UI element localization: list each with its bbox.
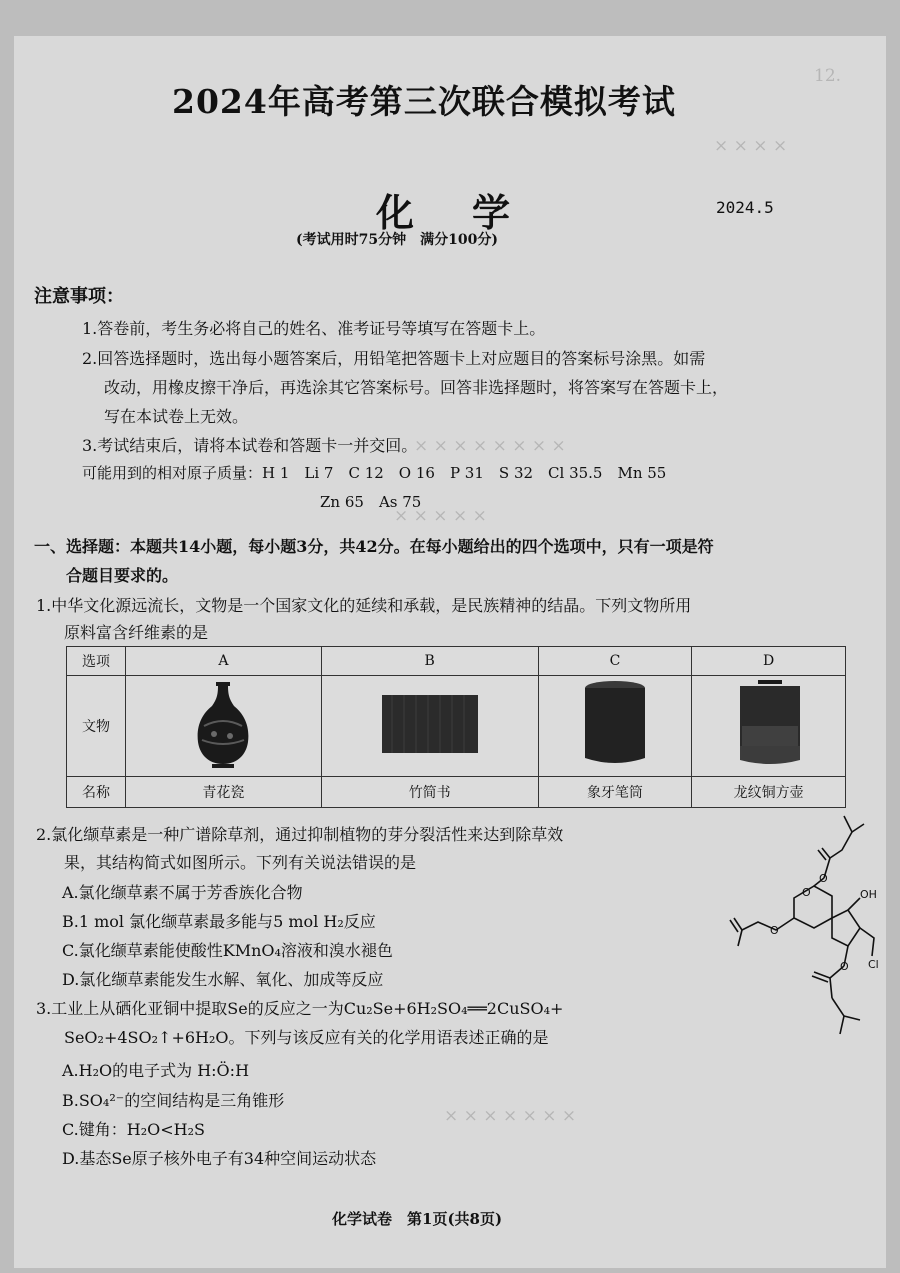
blue-white-porcelain-vase-icon <box>178 678 268 770</box>
bamboo-slips-icon <box>380 693 480 755</box>
svg-text:O: O <box>770 924 779 937</box>
table-row-label-artifact: 文物 <box>67 676 126 777</box>
page-footer: 化学试卷 第1页(共8页) <box>332 1210 503 1228</box>
artifact-name-a: 青花瓷 <box>126 777 322 808</box>
table-header-c: C <box>538 647 692 676</box>
notice-item-2-cont: 改动，用橡皮擦干净后，再选涂其它答案标号。回答非选择题时，将答案写在答题卡上， <box>104 378 729 397</box>
svg-text:O: O <box>819 872 828 885</box>
notice-item-2: 2.回答选择题时，选出每小题答案后，用铅笔把答题卡上对应题目的答案标号涂黑。如需 <box>82 349 706 368</box>
table-header-a: A <box>126 647 322 676</box>
q2-option-d: D.氯化缬草素能发生水解、氧化、加成等反应 <box>62 970 384 989</box>
notice-item-1: 1.答卷前，考生务必将自己的姓名、准考证号等填写在答题卡上。 <box>82 319 546 338</box>
exam-title: 2024年高考第三次联合模拟考试 <box>172 82 676 121</box>
cl-label: Cl <box>868 958 879 971</box>
notice-item-3: 3.考试结束后，请将本试卷和答题卡一并交回。 <box>82 436 418 455</box>
q3-stem: 3.工业上从硒化亚铜中提取Se的反应之一为Cu₂Se+6H₂SO₄══2CuSO₄+ <box>36 999 564 1018</box>
q1-options-table <box>66 646 846 808</box>
q3-option-c: C.键角：H₂O<H₂S <box>62 1120 205 1139</box>
exam-duration: (考试用时75分钟 满分100分) <box>296 232 498 248</box>
subject-title: 化学 <box>376 190 569 235</box>
svg-text:O: O <box>840 960 849 973</box>
exam-date: 2024.5 <box>716 198 774 217</box>
chlorovaltrate-structure-diagram <box>714 806 884 1056</box>
q1-stem-cont: 原料富含纤维素的是 <box>64 623 209 642</box>
table-header-option: 选项 <box>67 647 126 676</box>
atomic-masses-line2: Zn 65 As 75 <box>320 493 422 511</box>
ivory-brush-holder-icon <box>580 678 650 770</box>
q2-option-a: A.氯化缬草素不属于芳香族化合物 <box>62 883 303 902</box>
notice-item-2-end: 写在本试卷上无效。 <box>104 407 249 426</box>
svg-text:O: O <box>802 886 811 899</box>
artifact-name-b: 竹简书 <box>321 777 538 808</box>
q1-stem: 1.中华文化源远流长，文物是一个国家文化的延续和承载，是民族精神的结晶。下列文物所用 <box>36 596 692 615</box>
q3-option-d: D.基态Se原子核外电子有34种空间运动状态 <box>62 1149 377 1168</box>
q2-stem-cont: 果，其结构简式如图所示。下列有关说法错误的是 <box>64 853 417 872</box>
table-row-label-name: 名称 <box>67 777 126 808</box>
table-header-b: B <box>321 647 538 676</box>
artifact-c-ivory-brush-holder <box>538 676 692 777</box>
artifact-d-bronze-pot <box>692 676 846 777</box>
q3-option-b: B.SO₄²⁻的空间结构是三角锥形 <box>62 1091 285 1110</box>
artifact-b-bamboo-slips <box>321 676 538 777</box>
artifact-name-d: 龙纹铜方壶 <box>692 777 846 808</box>
q2-option-b: B.1 mol 氯化缬草素最多能与5 mol H₂反应 <box>62 912 376 931</box>
oh-label: OH <box>860 888 877 901</box>
bronze-square-pot-icon <box>734 678 804 770</box>
q2-option-c: C.氯化缬草素能使酸性KMnO₄溶液和溴水褪色 <box>62 941 393 960</box>
exam-page: 12. × × × × × × × × × × × × × × × × × × × × × × × × 2024年高考第三次联合模拟考试 化学 2024.5 (考试用时75分钟 满分100分) 注意事项： 1.答卷前，考生务必将自己的姓名、准考证号等填写在答题卡上。 2.回答选择题时，选出每小题答案后，用铅笔把答题卡上对应题目的答案标号涂黑。如需 改动，用橡皮擦干净后，再选涂其它答案标号。回答非选择题时，将答案写在答题卡上， 写在本试卷上无效。 3.考试结束后，请将本试卷和答题卡一并交回。 可能用到的相对原子质量：H 1 Li 7 C 12 O 16 P 31 S 32 Cl 35.5 Mn 55 Zn 65 As 75 一、选择题：本题共14小题，每小题3分，共42分。在每小题给出的四个选项中，只有一项是符 合题目要求的。 1.中华文化源远流长，文物是一个国家文化的延续和承载，是民族精神的结晶。下列文物所用 原料富含纤维素的是 选项 A B C D 文物 名称 青花瓷 竹简书 象牙笔筒 龙纹铜方壶 2.氯化缬草素是一种广谱除草剂，通过抑制植物的芽分裂活性来达到除草效 果，其结构简式如图所示。下列有关说法错误的是 A.氯化缬草素不属于芳香族化合物 B.1 mol 氯化缬草素最多能与5 mol H₂反应 C.氯化缬草素能使酸性KMnO₄溶液和溴水褪色 D.氯化缬草素能发生水解、氧化、加成等反应 O O O OH Cl O 3.工业上从硒化亚铜中提取Se的反应之一为Cu₂Se+6H₂SO₄══2CuSO₄+ SeO₂+4SO₂↑+6H₂O。下列与该反应有关的化学用语表述正确的是 A.H₂O的电子式为 H:Ö:H B.SO₄²⁻的空间结构是三角锥形 C.键角：H₂O<H₂S D.基态Se原子核外电子有34种空间运动状态 化学试卷 第1页(共8页) <box>14 36 886 1268</box>
table-header-d: D <box>692 647 846 676</box>
artifact-a-vase <box>126 676 322 777</box>
atomic-masses-line1: 可能用到的相对原子质量：H 1 Li 7 C 12 O 16 P 31 S 32 Cl 35.5 Mn 55 <box>82 464 667 482</box>
artifact-name-c: 象牙笔筒 <box>538 777 692 808</box>
q2-stem: 2.氯化缬草素是一种广谱除草剂，通过抑制植物的芽分裂活性来达到除草效 <box>36 825 564 844</box>
q3-stem-cont: SeO₂+4SO₂↑+6H₂O。下列与该反应有关的化学用语表述正确的是 <box>64 1028 549 1047</box>
q3-option-a: A.H₂O的电子式为 H:Ö:H <box>62 1061 250 1080</box>
section1-heading-cont: 合题目要求的。 <box>66 566 179 585</box>
notice-heading: 注意事项： <box>34 286 124 307</box>
section1-heading: 一、选择题：本题共14小题，每小题3分，共42分。在每小题给出的四个选项中，只有一项是符 <box>34 537 714 556</box>
